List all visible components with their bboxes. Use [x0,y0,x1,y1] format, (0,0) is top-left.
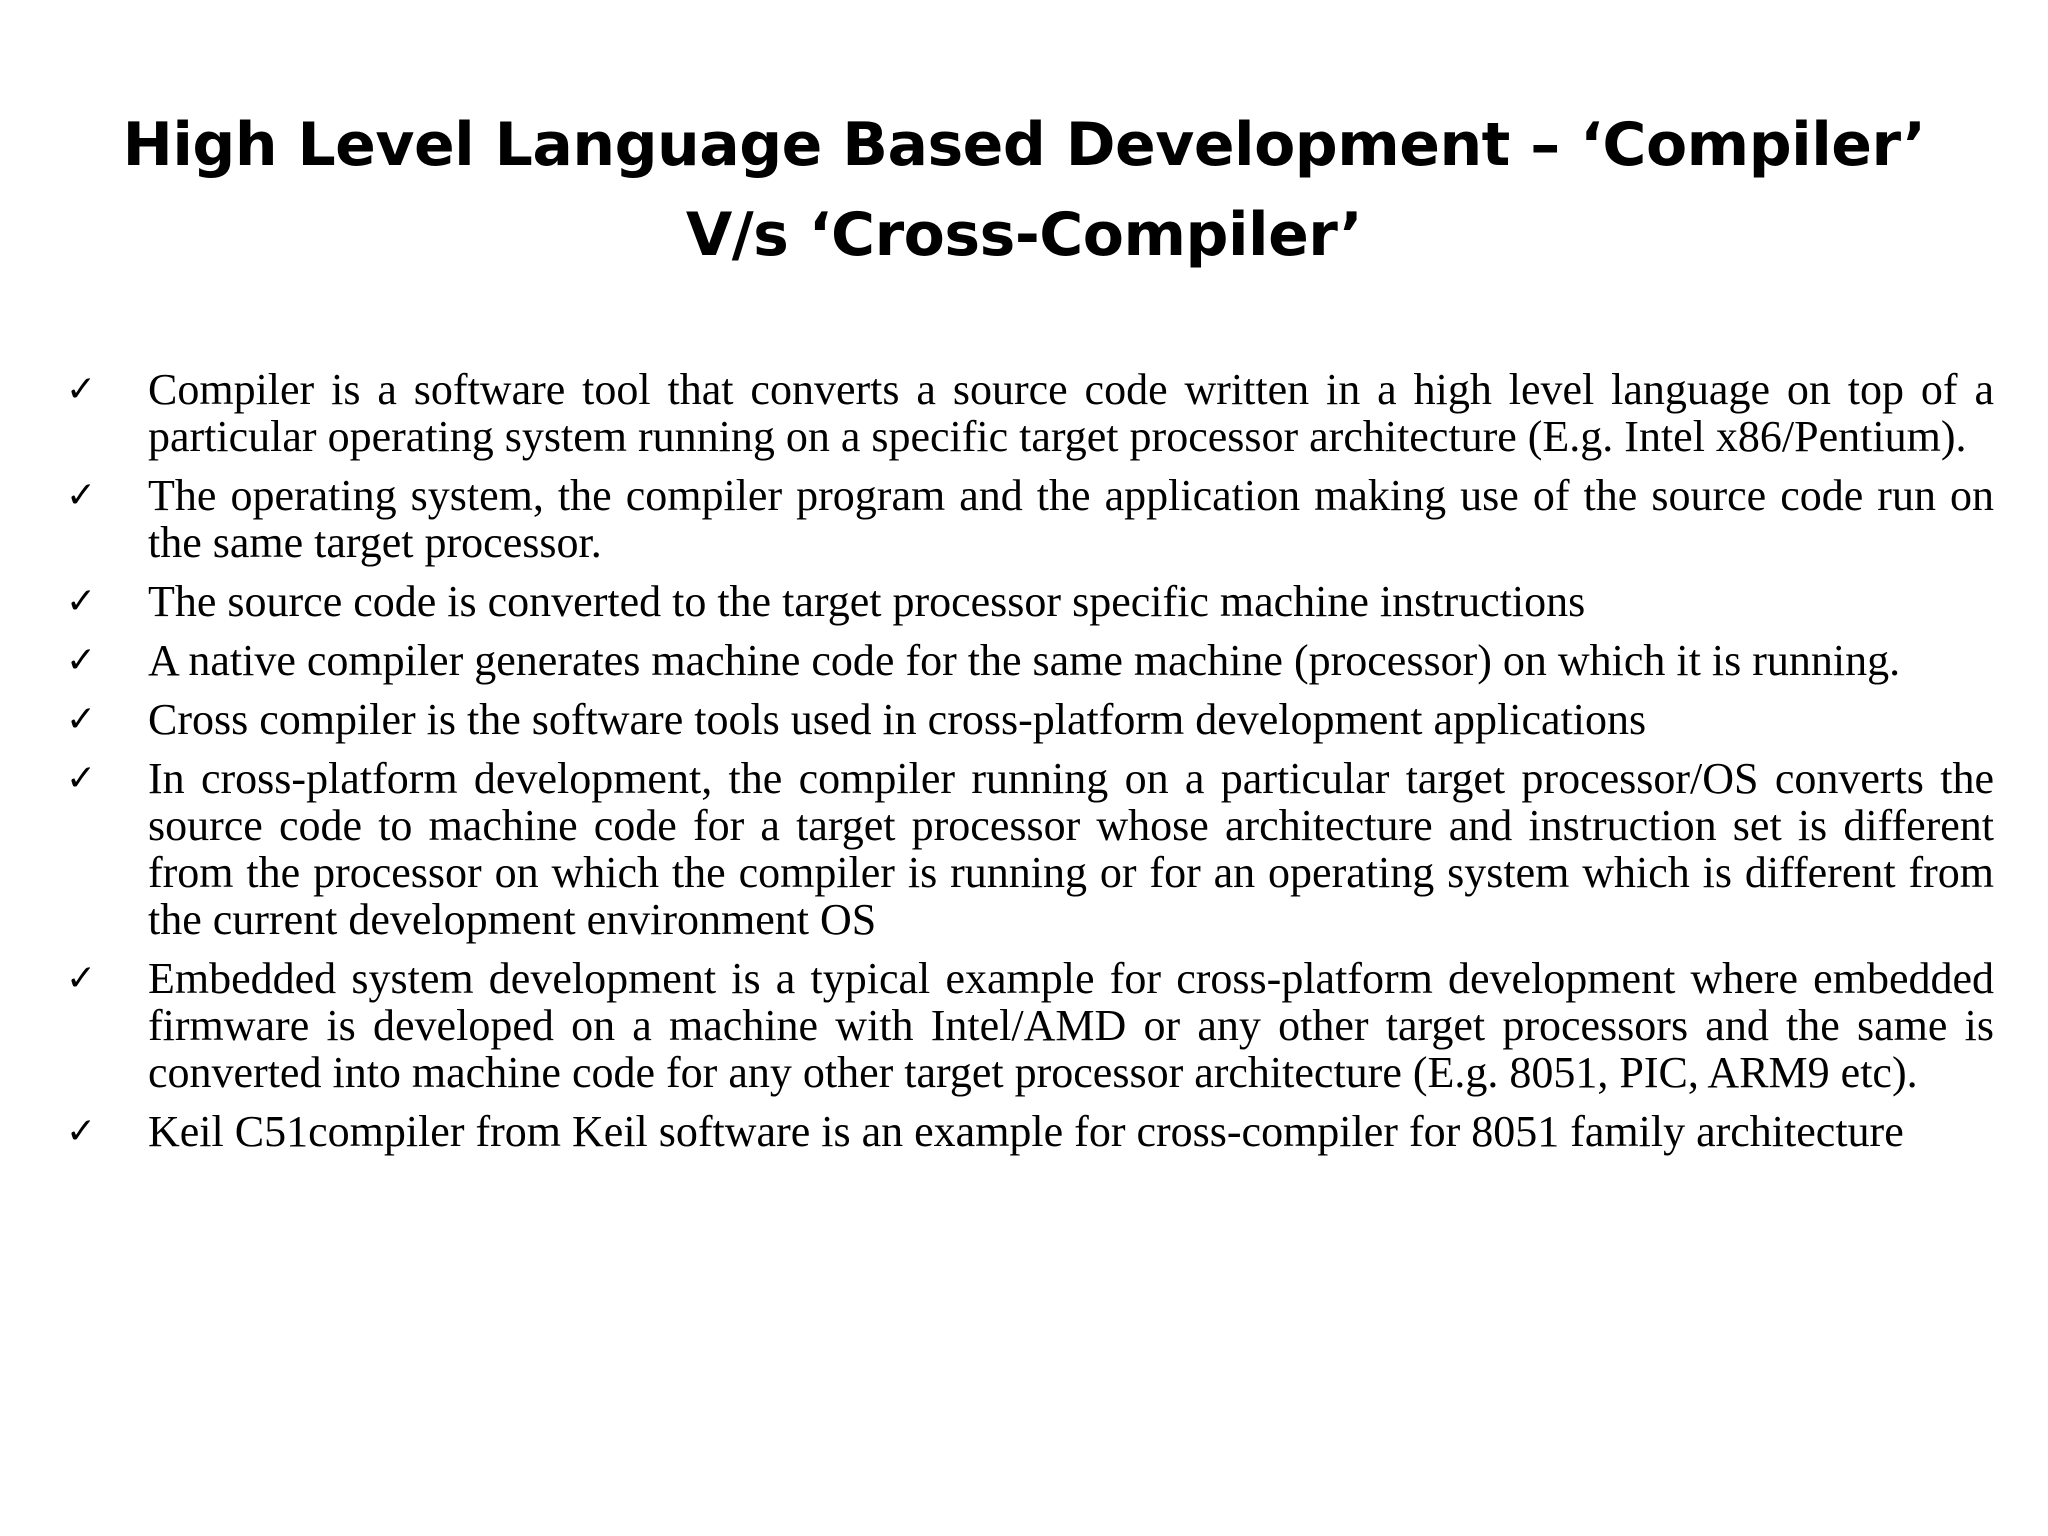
bullet-text: The operating system, the compiler program and the application making use of the source code run on the same target processor. [148,471,1994,567]
bullet-text: Compiler is a software tool that converts a source code written in a high level language on top of a particular operating system running on a specific target processor architecture (E.g. Intel x86/Pentium). [148,365,1994,461]
bullet-text: Cross compiler is the software tools used in cross-platform development applications [148,695,1647,744]
list-item [66,637,1994,684]
list-item [66,366,1994,460]
list-item [66,1108,1994,1155]
checkmark-icon: ✓ [66,758,97,799]
list-item [66,755,1994,943]
bullet-text: Keil C51compiler from Keil software is an example for cross-compiler for 8051 family architecture [148,1107,1904,1156]
checkmark-icon: ✓ [66,640,97,681]
list-item [66,955,1994,1096]
bullet-text: A native compiler generates machine code for the same machine (processor) on which it is running. [148,636,1901,685]
list-item [66,696,1994,743]
bullet-text: Embedded system development is a typical example for cross-platform development where embedded firmware is developed on a machine with Intel/AMD or any other target processors and the same is converted into machine code for any other target processor architecture (E.g. 8051, PIC, ARM9 etc). [148,954,1994,1097]
list-item [66,472,1994,566]
list-item [66,578,1994,625]
bullet-text: The source code is converted to the target processor specific machine instructions [148,577,1586,626]
bullet-text: In cross-platform development, the compiler running on a particular target processor/OS converts the source code to machine code for a target processor whose architecture and instruction set is different from the processor on which the compiler is running or for an operating system which is different from the current development environment OS [148,754,1994,944]
checkmark-icon: ✓ [66,958,97,999]
checkmark-icon: ✓ [66,475,97,516]
bullet-list [66,366,1994,1155]
checkmark-icon: ✓ [66,1111,97,1152]
checkmark-icon: ✓ [66,369,97,410]
checkmark-icon: ✓ [66,581,97,622]
slide-title: High Level Language Based Development – ‘Compiler’ V/s ‘Cross-Compiler’ [122,110,1926,270]
checkmark-icon: ✓ [66,699,97,740]
